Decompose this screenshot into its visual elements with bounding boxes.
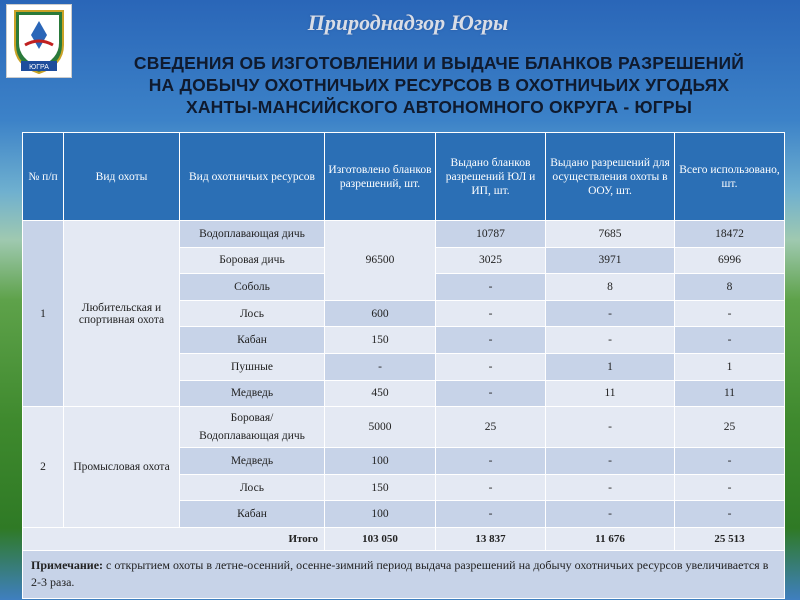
totals-total: 25 513 xyxy=(675,527,785,550)
issued-oou-cell: - xyxy=(546,474,675,501)
resource-cell xyxy=(180,407,325,448)
total-cell: 11 xyxy=(675,380,785,407)
issued-ul-cell: - xyxy=(436,353,546,380)
issued-ul-cell: - xyxy=(436,300,546,327)
note-row xyxy=(23,550,785,598)
issued-oou-cell: 8 xyxy=(546,274,675,301)
table-row xyxy=(23,407,785,448)
made-cell: 100 xyxy=(325,448,436,475)
issued-oou-cell: - xyxy=(546,300,675,327)
issued-ul-cell: 10787 xyxy=(436,221,546,248)
table-header-row xyxy=(23,133,785,221)
note-cell xyxy=(23,550,785,598)
issued-ul-cell: 3025 xyxy=(436,247,546,274)
total-cell: 6996 xyxy=(675,247,785,274)
issued-oou-cell: - xyxy=(546,327,675,354)
resource-cell: Пушные xyxy=(180,353,325,380)
issued-ul-cell: - xyxy=(436,474,546,501)
resource-cell: Боровая дичь xyxy=(180,247,325,274)
totals-issued-ul: 13 837 xyxy=(436,527,546,550)
made-merged-cell: 96500 xyxy=(325,221,436,301)
header-issued-oou: Выдано разрешений для осуществления охоты в ООУ, шт. xyxy=(546,133,675,221)
made-cell: 100 xyxy=(325,501,436,528)
resource-cell: Кабан xyxy=(180,327,325,354)
group-hunt-type: Любительская и спортивная охота xyxy=(64,221,180,407)
made-cell: 150 xyxy=(325,474,436,501)
emblem-icon xyxy=(7,5,71,77)
header-made: Изготовлено бланков разрешений, шт. xyxy=(325,133,436,221)
header-hunt-type: Вид охоты xyxy=(64,133,180,221)
made-cell: 600 xyxy=(325,300,436,327)
resource-line-1: Боровая/ xyxy=(230,412,274,425)
issued-oou-cell: - xyxy=(546,501,675,528)
issued-oou-cell: 11 xyxy=(546,380,675,407)
issued-oou-cell: - xyxy=(546,407,675,448)
resource-cell: Медведь xyxy=(180,448,325,475)
title-line-1: СВЕДЕНИЯ ОБ ИЗГОТОВЛЕНИИ И ВЫДАЧЕ БЛАНКОВ РАЗРЕШЕНИЙ xyxy=(133,53,745,73)
total-cell: 18472 xyxy=(675,221,785,248)
total-cell: - xyxy=(675,501,785,528)
header-total: Всего использовано, шт. xyxy=(675,133,785,221)
issued-ul-cell: - xyxy=(436,380,546,407)
totals-issued-oou: 11 676 xyxy=(546,527,675,550)
total-cell: 1 xyxy=(675,353,785,380)
header-resource: Вид охотничьих ресурсов xyxy=(180,133,325,221)
title-line-2: НА ДОБЫЧУ ОХОТНИЧЬИХ РЕСУРСОВ В ОХОТНИЧЬИХ УГОДЬЯХ xyxy=(148,75,730,95)
total-cell: 25 xyxy=(675,407,785,448)
resource-cell: Медведь xyxy=(180,380,325,407)
made-cell: - xyxy=(325,353,436,380)
total-cell: - xyxy=(675,474,785,501)
issued-oou-cell: 3971 xyxy=(546,247,675,274)
issued-ul-cell: 25 xyxy=(436,407,546,448)
resource-cell: Лось xyxy=(180,300,325,327)
totals-made: 103 050 xyxy=(325,527,436,550)
header-num: № п/п xyxy=(23,133,64,221)
issued-ul-cell: - xyxy=(436,274,546,301)
issued-ul-cell: - xyxy=(436,501,546,528)
made-cell: 5000 xyxy=(325,407,436,448)
issued-oou-cell: - xyxy=(546,448,675,475)
issued-oou-cell: 7685 xyxy=(546,221,675,248)
made-cell: 450 xyxy=(325,380,436,407)
total-cell: - xyxy=(675,300,785,327)
note-label: Примечание: xyxy=(31,557,104,572)
note-text: с открытием охоты в летне-осенний, осенне-зимний период выдача разрешений на добычу охотничьих ресурсов увеличивается в 2-3 раза. xyxy=(31,557,769,589)
permits-table xyxy=(22,132,785,599)
resource-cell: Кабан xyxy=(180,501,325,528)
table-row xyxy=(23,221,785,248)
resource-cell: Соболь xyxy=(180,274,325,301)
issued-ul-cell: - xyxy=(436,327,546,354)
totals-row xyxy=(23,527,785,550)
group-num: 2 xyxy=(23,407,64,528)
resource-line-2: Водоплавающая дичь xyxy=(199,430,305,443)
made-cell: 150 xyxy=(325,327,436,354)
region-emblem-logo xyxy=(6,4,72,78)
resource-cell: Лось xyxy=(180,474,325,501)
total-cell: - xyxy=(675,448,785,475)
issued-oou-cell: 1 xyxy=(546,353,675,380)
brand-title: Природнадзор Югры xyxy=(307,10,509,35)
total-cell: - xyxy=(675,327,785,354)
group-hunt-type: Промысловая охота xyxy=(64,407,180,528)
total-cell: 8 xyxy=(675,274,785,301)
totals-label: Итого xyxy=(23,527,325,550)
resource-cell: Водоплавающая дичь xyxy=(180,221,325,248)
page-title xyxy=(78,52,800,118)
group-num: 1 xyxy=(23,221,64,407)
title-line-3: ХАНТЫ-МАНСИЙСКОГО АВТОНОМНОГО ОКРУГА - ЮГРЫ xyxy=(185,97,693,117)
issued-ul-cell: - xyxy=(436,448,546,475)
header-issued-ul: Выдано бланков разрешений ЮЛ и ИП, шт. xyxy=(436,133,546,221)
logo-text: ЮГРА xyxy=(29,64,49,71)
